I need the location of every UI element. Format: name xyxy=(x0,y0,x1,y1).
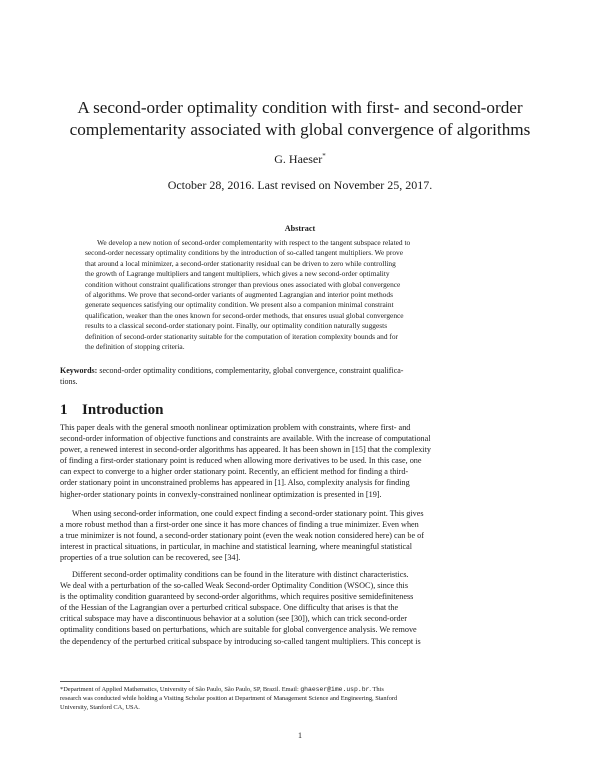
section-number: 1 xyxy=(60,402,68,418)
abstract-line: second-order necessary optimality conditions by the introduction of so-called tangent multipliers. We prove xyxy=(85,248,404,258)
paragraph-1 xyxy=(60,422,540,500)
section-heading xyxy=(60,402,163,419)
body-line: a more robust method than a first-order one since it has more chances of finding a true minimizer. Even when xyxy=(60,520,419,530)
body-line: of finding a first-order stationary point is reduced when allowing more derivatives to be used. In this case, one xyxy=(60,456,422,466)
keywords xyxy=(60,365,540,387)
body-line: properties of a true solution can be recovered, see [34]. xyxy=(60,553,241,563)
author-name: G. Haeser xyxy=(274,152,323,166)
body-line: order stationary point in unconstrained problems has appeared in [1]. Also, complexity analysis for finding xyxy=(60,478,410,488)
keywords-text-cont: tions. xyxy=(60,377,78,386)
body-line: higher-order stationary points in convexly-constrained nonlinear optimization is presented in [19]. xyxy=(60,489,382,499)
abstract-line: of algorithms. We prove that second-order variants of augmented Lagrangian and interior point methods xyxy=(85,290,393,300)
abstract-line: condition without constraint qualifications stronger than previous ones associated with global convergence xyxy=(85,279,401,289)
author-email[interactable]: ghaeser@ime.usp.br xyxy=(300,686,370,693)
section-title: Introduction xyxy=(82,402,164,418)
body-line: the dependency of the perturbed critical subspace by introducing so-called tangent multipliers. This concept is xyxy=(60,636,421,646)
paper-title xyxy=(60,97,540,141)
body-line: a true minimizer is not found, a second-order stationary point (even the weak notion considered here) can be of xyxy=(60,531,424,541)
body-line: can expect to converge to a higher order stationary point. Recently, an efficient method for finding a third- xyxy=(60,467,409,477)
keywords-label: Keywords: xyxy=(60,366,98,375)
abstract-body xyxy=(85,238,515,352)
abstract-line: results to a classical second-order stationary point. Finally, our optimality condition naturally suggests xyxy=(85,321,388,331)
body-line: second-order information of objective functions and constraints are available. With the increase of computational xyxy=(60,434,431,444)
body-line: critical subspace may have a discontinuous behavior at a solution (see [30]), which can trick second-order xyxy=(60,614,407,624)
title-line-2: complementarity associated with global convergence of algorithms xyxy=(69,120,531,139)
abstract-line: generate sequences satisfying our optimality condition. We present also a companion minimal constraint xyxy=(85,300,394,310)
abstract-line: the definition of stopping criteria. xyxy=(85,342,185,352)
body-line: We deal with a perturbation of the so-called Weak Second-order Optimality Condition (WSOC), since this xyxy=(60,581,409,591)
page-number: 1 xyxy=(298,731,302,740)
footnote-line: research was conducted while holding a Visiting Scholar position at Department of Management Science and Engineering, Stanford xyxy=(60,695,398,702)
author xyxy=(0,152,600,167)
abstract-line: that around a local minimizer, a second-order stationarity residual can be driven to zero while controlling xyxy=(85,258,396,268)
abstract-line: definition of second-order stationarity suitable for the computation of iteration complexity bounds and for xyxy=(85,331,398,341)
title-line-1: A second-order optimality condition with first- and second-order xyxy=(77,98,523,117)
body-line: is the optimality condition guaranteed by second-order algorithms, which requires positive semidefiniteness xyxy=(60,592,414,602)
body-line: When using second-order information, one could expect finding a second-order stationary point. This gives xyxy=(72,509,424,518)
body-line: of the Hessian of the Lagrangian over a perturbed critical subspace. One difficulty that arises is that the xyxy=(60,603,399,613)
footnote-affiliation: *Department of Applied Mathematics, University of São Paulo, São Paulo, SP, Brazil. Email: xyxy=(60,686,301,693)
body-line: Different second-order optimality conditions can be found in the literature with distinct characteristics. xyxy=(72,570,409,579)
footnote-line: University, Stanford CA, USA. xyxy=(60,704,140,711)
body-line: optimality conditions based on perturbations, which are suitable for global convergence analysis. We remove xyxy=(60,625,417,635)
footnote-text: . This xyxy=(369,686,384,693)
abstract-line: We develop a new notion of second-order complementarity with respect to the tangent subspace related to xyxy=(97,238,411,247)
footnote-rule xyxy=(60,681,190,682)
body-line: This paper deals with the general smooth nonlinear optimization problem with constraints, where first- and xyxy=(60,423,411,432)
footnote xyxy=(60,685,540,712)
paragraph-3 xyxy=(60,569,540,647)
body-line: power, a renewed interest in second-order algorithms has appeared. It has been shown in [15] that the complexity xyxy=(60,445,431,455)
body-line: interest in practical situations, in particular, in machine and statistical learning, where meaningful statistical xyxy=(60,542,413,552)
abstract-line: the growth of Lagrange multipliers and tangent multipliers, which gives a new second-order optimality xyxy=(85,269,390,279)
keywords-text: second-order optimality conditions, complementarity, global convergence, constraint qualifica- xyxy=(97,366,404,375)
author-footnote-mark: * xyxy=(322,152,326,160)
date-line: October 28, 2016. Last revised on November 25, 2017. xyxy=(167,178,433,192)
paragraph-2 xyxy=(60,508,540,563)
abstract-line: qualification, weaker than the ones known for second-order methods, that ensures usual global convergence xyxy=(85,310,404,320)
abstract-heading: Abstract xyxy=(284,224,316,233)
